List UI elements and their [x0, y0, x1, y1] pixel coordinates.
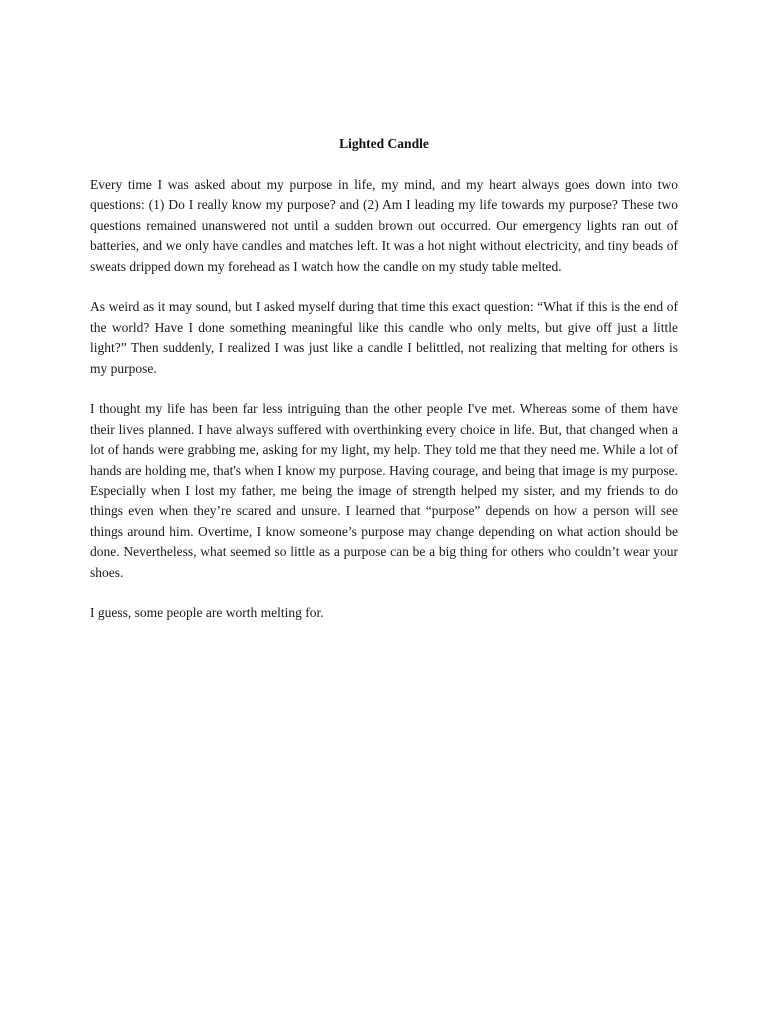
- paragraph-3: I thought my life has been far less intriguing than the other people I've met. Whereas some of them have their lives planned. I have always suffered with overthinking every choice in life. But, that changed when a lot of hands were grabbing me, asking for my light, my help. They told me that they need me. While a lot of hands are holding me, that's when I know my purpose. Having courage, and being that image is my purpose. Especially when I lost my father, me being the image of strength helped my sister, and my friends to do things even when they’re scared and unsure. I learned that “purpose” depends on how a person will see things around him. Overtime, I know someone’s purpose may change depending on what action should be done. Nevertheless, what seemed so little as a purpose can be a big thing for others who couldn’t wear your shoes.: [90, 401, 678, 580]
- paragraph-1: Every time I was asked about my purpose in life, my mind, and my heart always goes down into two questions: (1) Do I really know my purpose? and (2) Am I leading my life towards my purpose? These two questions remained unanswered not until a sudden brown out occurred. Our emergency lights ran out of batteries, and we only have candles and matches left. It was a hot night without electricity, and tiny beads of sweats dripped down my forehead as I watch how the candle on my study table melted.: [90, 177, 678, 274]
- document-title: Lighted Candle: [339, 136, 429, 151]
- paragraph-4: I guess, some people are worth melting for.: [90, 605, 324, 621]
- document-body: [90, 175, 678, 644]
- paragraph-2: As weird as it may sound, but I asked myself during that time this exact question: “What if this is the end of the world? Have I done something meaningful like this candle who only melts, but give off just a little light?” Then suddenly, I realized I was just like a candle I belittled, not realizing that melting for others is my purpose.: [90, 299, 678, 376]
